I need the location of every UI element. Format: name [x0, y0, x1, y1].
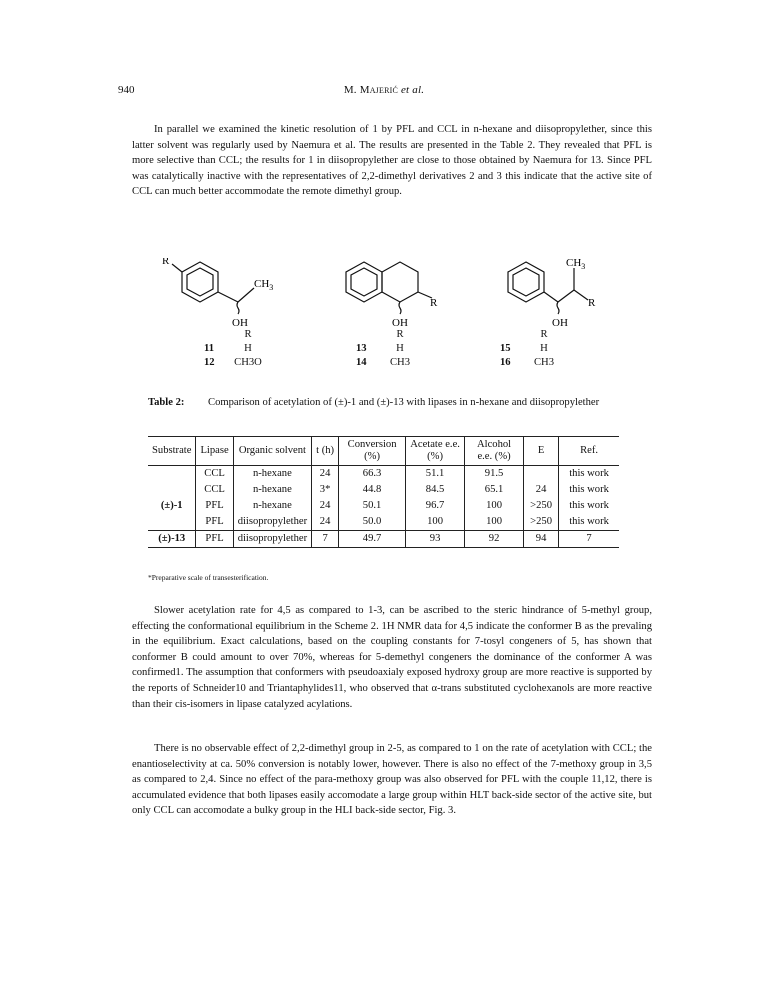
- s1-ch3-label: $CH_3$: [254, 278, 274, 292]
- table-header-row: Substrate Lipase Organic solvent t (h) Conversion (%) Acetate e.e. (%) Alcohol e.e. (%) E Ref.: [148, 437, 619, 466]
- running-header: [0, 84, 768, 100]
- substituent-table-2: R 13 H 14 CH3: [356, 329, 410, 368]
- table-footnote: *Preparative scale of transesterification.: [148, 573, 269, 582]
- running-head-author: M. Majerić et al.: [343, 84, 425, 96]
- structure-13-14: [346, 262, 432, 314]
- s1-oh-label: OH: [232, 317, 248, 328]
- table-row: CCL n-hexane 24 66.3 51.1 91.5 this work: [148, 466, 619, 483]
- caption-text: Comparison of acetylation of (±)-1 and (±)-13 with lipases in n-hexane and diisopropylether: [208, 397, 600, 408]
- page-number: 940: [118, 84, 135, 96]
- s1-r-label: R: [162, 258, 170, 267]
- structure-drawings: [160, 258, 640, 328]
- table-row: PFL diisopropylether 24 50.0 100 100 >250 this work: [148, 514, 619, 531]
- table-row: (±)-13 PFL diisopropylether 7 49.7 93 92 94 7: [148, 531, 619, 548]
- table-row: CCL n-hexane 3* 44.8 84.5 65.1 24 this work: [148, 482, 619, 498]
- substituent-table-1: R 11 H 12 CH3O: [204, 329, 262, 368]
- s2-oh-label: OH: [392, 317, 408, 328]
- table-row: (±)-1 PFL n-hexane 24 50.1 96.7 100 >250 this work: [148, 498, 619, 514]
- s3-ch3-label: $CH_3$: [566, 258, 586, 271]
- paragraph-2: Slower acetylation rate for 4,5 as compared to 1-3, can be ascribed to the steric hindrance of 5-methyl group, effecting the conformational equilibrium in the Scheme 2. 1H NMR data for 4,5 indicate the conformer B as the prevaling in the equilibrium. Exact calculations, based on the coupling constants for 7-tosyl congeners of 5, has shown that conformer B could amount to over 70%, whereas for 5-demethyl congeners the dominance of the conformer A was confirmed1. The assumption that conformers with pseudoaxialy exposed hydroxy group are more reactive is supported by the reports of Schneider10 and Triantaphylides11, who observed that α-trans substituted cyclohexanols are more reactive than their cis-isomers in lipase catalyzed acylations.: [132, 605, 652, 710]
- substituent-table-3: R 15 H 16 CH3: [500, 329, 554, 368]
- s3-oh-label: OH: [552, 317, 568, 328]
- s3-r-label: R: [588, 297, 596, 309]
- paragraph-3: There is no observable effect of 2,2-dimethyl group in 2-5, as compared to 1 on the rate of acetylation with CCL; the enantioselectivity at ca. 50% conversion is notably lower, however. There is also no effect of the 7-methoxy group in 3,5 as compared to 2,4. Since no effect of the para-methoxy group was also observed for PFL with the couple 11,12, there is accumulated evidence that both lipases easily accomodate a large group within HLT back-side sector of the active site, but only CCL can accomodate a bulky group in the HLI back-side sector, Fig. 3.: [132, 743, 652, 817]
- results-table: [148, 436, 619, 548]
- s2-r-label: R: [430, 297, 438, 309]
- paragraph-1: In parallel we examined the kinetic resolution of 1 by PFL and CCL in n-hexane and diisopropylether, since this latter solvent was regularly used by Naemura et al. The results are presented in the Table 2. They revealed that PFL is more selective than CCL; the results for 1 in diisopropylether are close to those obtained by Naemura for 13. Since PFL was catalytically inactive with the representatives of 2,2-dimethyl derivatives 2 and 3 this indicate that the active site of CCL can much better accommodate the remote dimethyl group.: [132, 124, 652, 198]
- caption-label: Table 2:: [148, 397, 185, 408]
- structure-11-12: [172, 262, 254, 314]
- structure-15-16: [508, 262, 588, 314]
